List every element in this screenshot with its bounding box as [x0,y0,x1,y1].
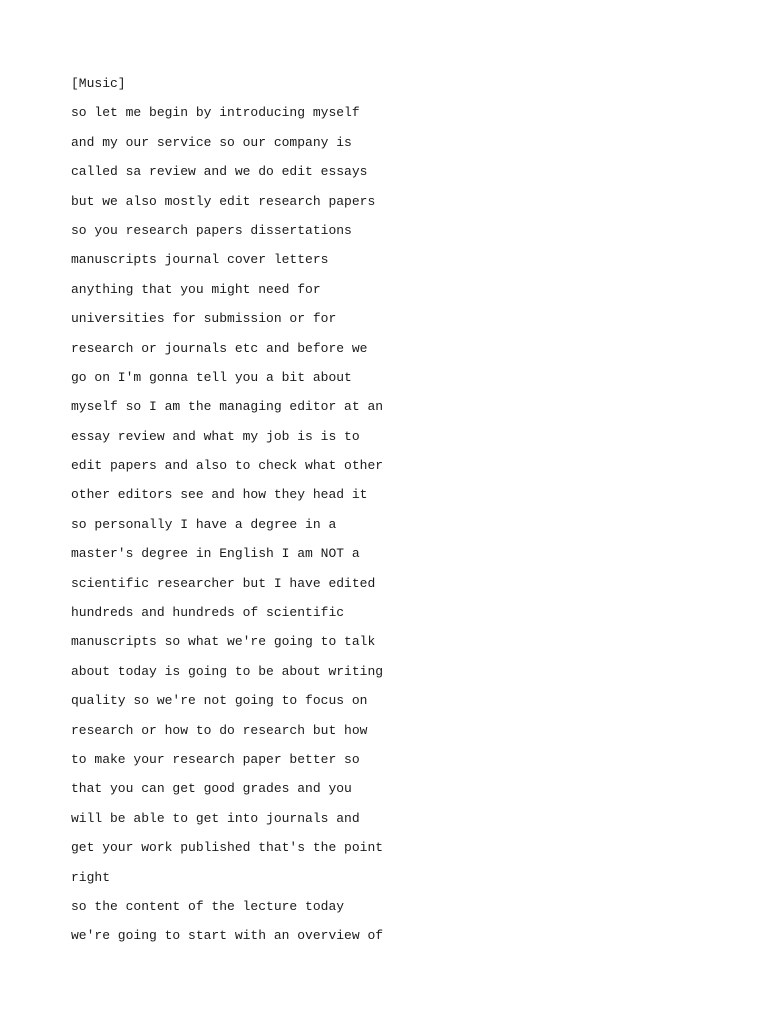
transcript-line: hundreds and hundreds of scientific [71,605,345,621]
transcript-line: research or how to do research but how [71,722,368,738]
transcript-line: so let me begin by introducing myself [71,105,360,121]
transcript-line: so you research papers dissertations [71,222,352,238]
transcript-line: that you can get good grades and you [71,781,352,797]
transcript-line: edit papers and also to check what other [71,458,384,474]
transcript-line: anything that you might need for [71,281,321,297]
transcript-line: about today is going to be about writing [71,663,384,679]
transcript-line: manuscripts so what we're going to talk [71,634,376,650]
transcript-line: [Music] [71,76,126,91]
transcript-line: manuscripts journal cover letters [71,252,329,268]
transcript-line: will be able to get into journals and [71,810,360,826]
transcript-line: to make your research paper better so [71,751,360,767]
transcript-line: go on I'm gonna tell you a bit about [71,369,352,385]
transcript-line: research or journals etc and before we [71,340,368,356]
transcript-line: but we also mostly edit research papers [71,193,376,209]
transcript-line: right [71,869,111,885]
transcript-line: scientific researcher but I have edited [71,575,376,591]
transcript-line: so personally I have a degree in a [71,516,337,532]
transcript-line: so the content of the lecture today [71,898,345,914]
transcript-line: called sa review and we do edit essays [71,164,368,180]
transcript-line: and my our service so our company is [71,134,352,150]
transcript-line: universities for submission or for [71,311,337,327]
transcript-line: get your work published that's the point [71,840,384,856]
transcript-line: essay review and what my job is is to [71,428,360,444]
transcript-line: we're going to start with an overview of [71,928,384,944]
transcript-line: master's degree in English I am NOT a [71,546,360,562]
transcript-line: quality so we're not going to focus on [71,693,368,709]
transcript-line: other editors see and how they head it [71,487,368,503]
transcript-text [71,69,383,951]
transcript-line: myself so I am the managing editor at an [71,399,384,415]
